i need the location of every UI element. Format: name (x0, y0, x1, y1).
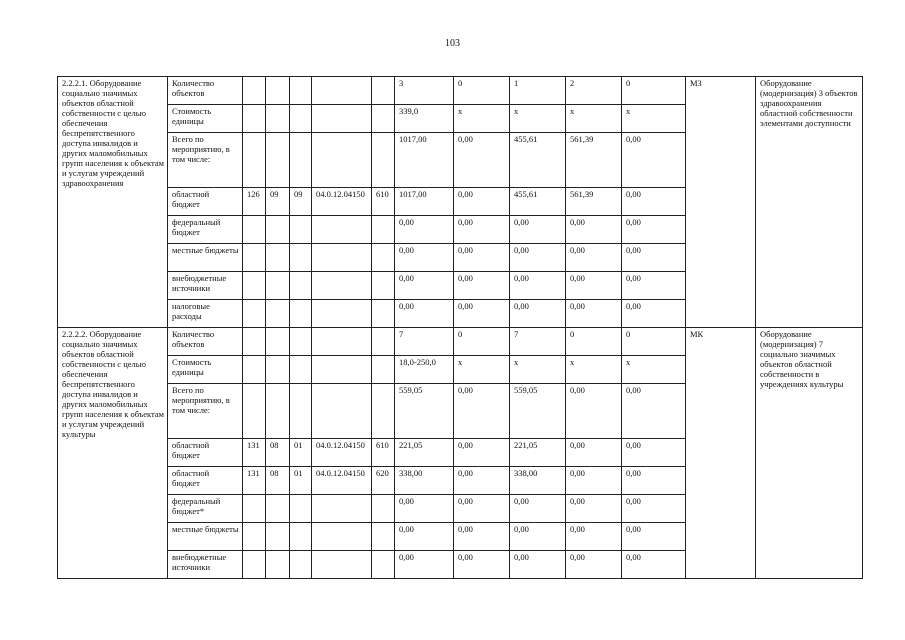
value-year-3: 0,00 (566, 300, 622, 328)
funding-source-label: Всего по мероприятию, в том числе: (168, 384, 243, 439)
code-csr (312, 551, 372, 579)
value-year-4: 0,00 (622, 467, 686, 495)
funding-source-label: областной бюджет (168, 467, 243, 495)
value-year-3: 0,00 (566, 272, 622, 300)
value-year-1: 0 (454, 77, 510, 105)
code-vr (372, 105, 395, 133)
value-year-1: 0,00 (454, 384, 510, 439)
value-year-4: 0,00 (622, 300, 686, 328)
code-rz (266, 551, 290, 579)
code-vr (372, 216, 395, 244)
value-year-3: 0,00 (566, 495, 622, 523)
page-number: 103 (445, 38, 460, 49)
value-year-4: 0 (622, 77, 686, 105)
code-grbs (243, 77, 266, 105)
expected-result: Оборудование (модернизация) 3 объектов здравоохранения областной собственности элементами доступности (756, 77, 863, 328)
code-csr (312, 300, 372, 328)
code-vr: 610 (372, 188, 395, 216)
code-vr (372, 523, 395, 551)
value-year-3: 0,00 (566, 216, 622, 244)
code-vr (372, 244, 395, 272)
measure-title: 2.2.2.2. Оборудование социально значимых объектов областной собственности с целью обеспечения беспрепятственного доступа инвалидов и других маломобильных групп населения к объектам и услугам учреждений культуры (58, 328, 168, 579)
code-rz (266, 300, 290, 328)
value-year-1: 0,00 (454, 188, 510, 216)
budget-table (57, 76, 863, 579)
code-rz (266, 133, 290, 188)
code-grbs (243, 300, 266, 328)
code-pr (290, 328, 312, 356)
code-csr: 04.0.12.04150 (312, 439, 372, 467)
value-year-1: 0,00 (454, 439, 510, 467)
code-rz: 08 (266, 467, 290, 495)
code-csr: 04.0.12.04150 (312, 188, 372, 216)
code-pr: 01 (290, 439, 312, 467)
value-year-3: 0,00 (566, 523, 622, 551)
funding-source-label: Количество объектов (168, 77, 243, 105)
code-grbs (243, 523, 266, 551)
code-vr (372, 328, 395, 356)
value-year-4: х (622, 105, 686, 133)
value-year-3: х (566, 105, 622, 133)
code-pr (290, 216, 312, 244)
code-grbs (243, 551, 266, 579)
code-grbs (243, 384, 266, 439)
code-rz (266, 272, 290, 300)
value-year-2: 0,00 (510, 216, 566, 244)
value-total: 0,00 (395, 216, 454, 244)
value-year-4: 0,00 (622, 216, 686, 244)
code-csr (312, 272, 372, 300)
executor: МК (686, 328, 756, 579)
code-grbs: 131 (243, 439, 266, 467)
code-csr (312, 495, 372, 523)
value-year-1: 0,00 (454, 216, 510, 244)
value-year-1: 0,00 (454, 300, 510, 328)
code-pr (290, 551, 312, 579)
code-pr (290, 105, 312, 133)
funding-source-label: Количество объектов (168, 328, 243, 356)
value-year-3: х (566, 356, 622, 384)
value-year-2: 0,00 (510, 244, 566, 272)
code-pr (290, 272, 312, 300)
value-year-1: 0,00 (454, 272, 510, 300)
value-year-1: 0,00 (454, 495, 510, 523)
code-pr (290, 384, 312, 439)
value-year-3: 2 (566, 77, 622, 105)
code-rz (266, 105, 290, 133)
code-rz (266, 328, 290, 356)
value-total: 559,05 (395, 384, 454, 439)
code-grbs (243, 328, 266, 356)
code-pr (290, 495, 312, 523)
value-year-1: 0,00 (454, 551, 510, 579)
value-year-4: 0,00 (622, 523, 686, 551)
code-rz: 08 (266, 439, 290, 467)
code-grbs (243, 244, 266, 272)
value-year-2: 338,00 (510, 467, 566, 495)
code-pr: 09 (290, 188, 312, 216)
value-total: 0,00 (395, 523, 454, 551)
code-pr (290, 523, 312, 551)
funding-source-label: внебюджетные источники (168, 551, 243, 579)
value-year-1: х (454, 105, 510, 133)
value-year-2: 0,00 (510, 495, 566, 523)
value-total: 3 (395, 77, 454, 105)
value-year-3: 0 (566, 328, 622, 356)
code-csr (312, 216, 372, 244)
code-grbs (243, 495, 266, 523)
code-grbs: 131 (243, 467, 266, 495)
value-year-2: х (510, 105, 566, 133)
expected-result: Оборудование (модернизация) 7 социально значимых объектов областной собственности в учреждениях культуры (756, 328, 863, 579)
value-year-4: 0,00 (622, 439, 686, 467)
funding-source-label: федеральный бюджет (168, 216, 243, 244)
value-total: 221,05 (395, 439, 454, 467)
value-year-1: 0,00 (454, 244, 510, 272)
code-rz (266, 523, 290, 551)
code-vr (372, 384, 395, 439)
code-rz (266, 495, 290, 523)
code-grbs: 126 (243, 188, 266, 216)
code-vr (372, 356, 395, 384)
code-grbs (243, 356, 266, 384)
code-csr (312, 523, 372, 551)
code-rz (266, 384, 290, 439)
funding-source-label: внебюджетные источники (168, 272, 243, 300)
code-vr (372, 77, 395, 105)
funding-source-label: местные бюджеты (168, 523, 243, 551)
code-pr (290, 133, 312, 188)
value-total: 0,00 (395, 495, 454, 523)
funding-source-label: Всего по мероприятию, в том числе: (168, 133, 243, 188)
value-year-4: 0,00 (622, 272, 686, 300)
code-csr: 04.0.12.04150 (312, 467, 372, 495)
code-grbs (243, 216, 266, 244)
value-year-2: 455,61 (510, 133, 566, 188)
code-vr (372, 495, 395, 523)
value-total: 0,00 (395, 272, 454, 300)
funding-source-label: налоговые расходы (168, 300, 243, 328)
value-year-2: 221,05 (510, 439, 566, 467)
value-year-3: 0,00 (566, 244, 622, 272)
code-pr (290, 244, 312, 272)
code-pr (290, 77, 312, 105)
code-csr (312, 133, 372, 188)
value-year-4: 0,00 (622, 495, 686, 523)
value-year-2: 0,00 (510, 551, 566, 579)
value-year-2: 7 (510, 328, 566, 356)
value-year-1: 0,00 (454, 133, 510, 188)
code-csr (312, 356, 372, 384)
value-total: 339,0 (395, 105, 454, 133)
value-total: 0,00 (395, 300, 454, 328)
code-rz (266, 77, 290, 105)
value-total: 1017,00 (395, 133, 454, 188)
value-year-4: х (622, 356, 686, 384)
code-csr (312, 328, 372, 356)
value-year-4: 0,00 (622, 551, 686, 579)
code-rz (266, 356, 290, 384)
code-csr (312, 77, 372, 105)
code-vr: 620 (372, 467, 395, 495)
code-vr (372, 300, 395, 328)
table-row (58, 328, 863, 356)
value-year-4: 0,00 (622, 244, 686, 272)
value-year-2: 0,00 (510, 300, 566, 328)
code-vr: 610 (372, 439, 395, 467)
code-csr (312, 244, 372, 272)
value-year-3: 561,39 (566, 188, 622, 216)
funding-source-label: областной бюджет (168, 439, 243, 467)
value-year-2: 0,00 (510, 523, 566, 551)
value-year-3: 0,00 (566, 384, 622, 439)
code-grbs (243, 272, 266, 300)
value-year-4: 0,00 (622, 188, 686, 216)
code-vr (372, 133, 395, 188)
code-grbs (243, 133, 266, 188)
funding-source-label: федеральный бюджет* (168, 495, 243, 523)
funding-source-label: Стоимость единицы (168, 105, 243, 133)
code-grbs (243, 105, 266, 133)
value-year-2: х (510, 356, 566, 384)
code-pr: 01 (290, 467, 312, 495)
value-year-1: х (454, 356, 510, 384)
value-year-1: 0,00 (454, 467, 510, 495)
code-vr (372, 272, 395, 300)
value-total: 338,00 (395, 467, 454, 495)
code-pr (290, 356, 312, 384)
code-csr (312, 384, 372, 439)
value-total: 1017,00 (395, 188, 454, 216)
measure-title: 2.2.2.1. Оборудование социально значимых объектов областной собственности с целью обеспечения беспрепятственного доступа инвалидов и других маломобильных групп населения к объектам и услугам учреждений здравоохранения (58, 77, 168, 328)
value-year-3: 0,00 (566, 439, 622, 467)
value-year-2: 0,00 (510, 272, 566, 300)
code-rz: 09 (266, 188, 290, 216)
value-total: 18,0-250,0 (395, 356, 454, 384)
value-year-1: 0 (454, 328, 510, 356)
value-total: 7 (395, 328, 454, 356)
value-year-2: 559,05 (510, 384, 566, 439)
code-pr (290, 300, 312, 328)
value-year-4: 0,00 (622, 384, 686, 439)
funding-source-label: местные бюджеты (168, 244, 243, 272)
funding-source-label: областной бюджет (168, 188, 243, 216)
value-year-2: 455,61 (510, 188, 566, 216)
code-csr (312, 105, 372, 133)
value-year-4: 0 (622, 328, 686, 356)
value-year-3: 0,00 (566, 467, 622, 495)
value-total: 0,00 (395, 244, 454, 272)
value-year-1: 0,00 (454, 523, 510, 551)
table-row (58, 77, 863, 105)
value-total: 0,00 (395, 551, 454, 579)
value-year-4: 0,00 (622, 133, 686, 188)
funding-source-label: Стоимость единицы (168, 356, 243, 384)
value-year-3: 561,39 (566, 133, 622, 188)
code-vr (372, 551, 395, 579)
value-year-3: 0,00 (566, 551, 622, 579)
code-rz (266, 216, 290, 244)
code-rz (266, 244, 290, 272)
value-year-2: 1 (510, 77, 566, 105)
executor: МЗ (686, 77, 756, 328)
